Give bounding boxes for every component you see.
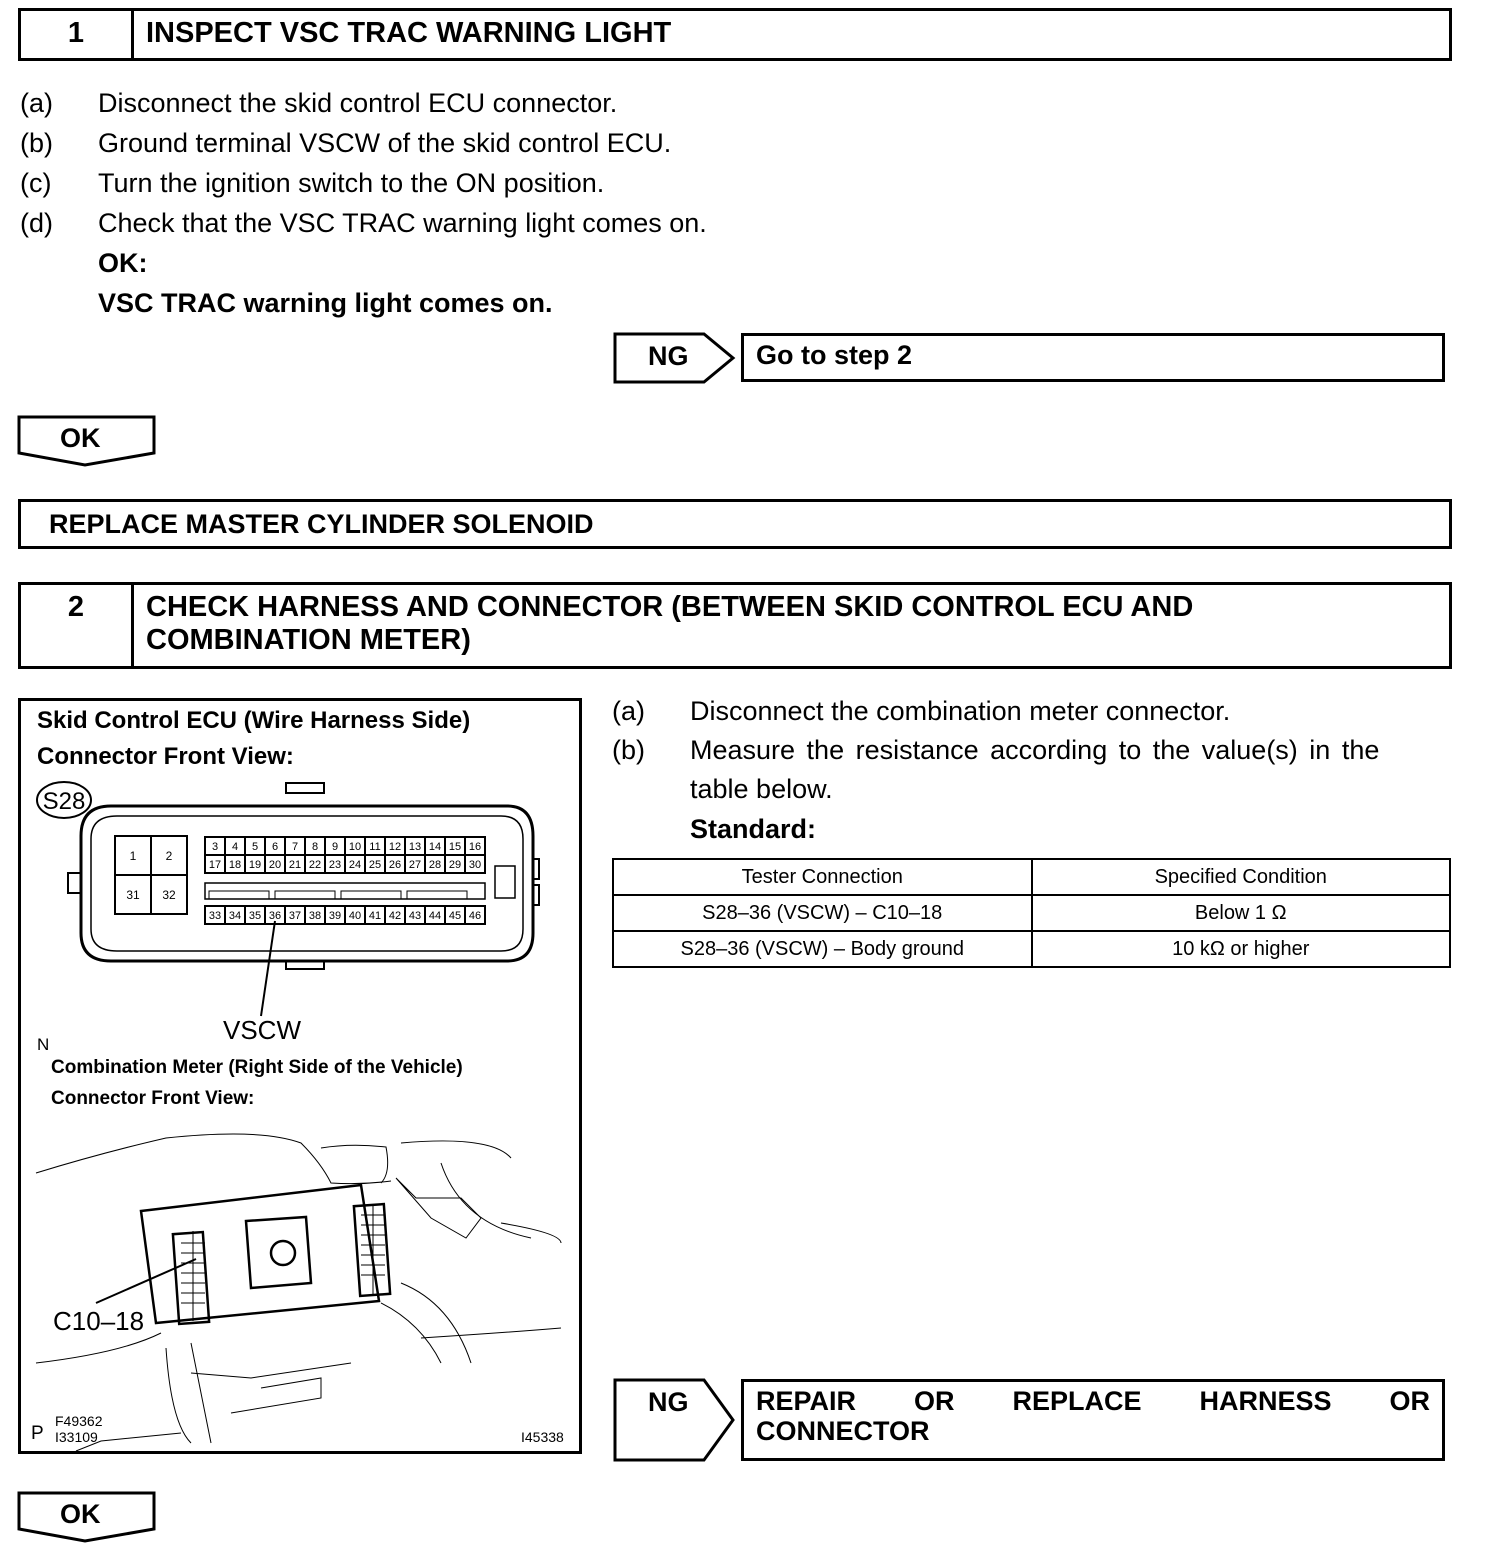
pin-label: 36 (268, 909, 282, 922)
pin-label: 5 (251, 840, 259, 853)
step-label: (b) (20, 128, 53, 158)
pin-label: 13 (408, 840, 422, 853)
combination-meter-sketch (21, 1123, 579, 1451)
pin-label: 15 (448, 840, 462, 853)
pin-label: 1 (129, 848, 137, 863)
step-title (134, 585, 1449, 666)
pin-label: 46 (468, 909, 482, 922)
ok-label: OK: (98, 248, 148, 278)
pin-label: 43 (408, 909, 422, 922)
step-text: Check that the VSC TRAC warning light comes on. (98, 208, 707, 238)
title-line: CHECK HARNESS AND CONNECTOR (BETWEEN SKID CONTROL ECU AND (146, 591, 1194, 623)
pin-label: 26 (388, 858, 402, 871)
pin-label: 30 (468, 858, 482, 871)
pin-label: 23 (328, 858, 342, 871)
pin-label: 32 (162, 887, 176, 902)
ng-action (741, 1379, 1445, 1461)
pin-label: 35 (248, 909, 262, 922)
figure-code: F49362 (55, 1413, 103, 1429)
pin-label: 20 (268, 858, 282, 871)
step-label: (a) (20, 88, 53, 118)
pin-label: 34 (228, 909, 242, 922)
pin-label: 19 (248, 858, 262, 871)
pin-label: 8 (311, 840, 319, 853)
step-number: 1 (21, 11, 134, 58)
connector-figure (18, 698, 582, 1454)
pin-label: 25 (368, 858, 382, 871)
ng-action: Go to step 2 (741, 333, 1445, 382)
step-label: (b) (612, 735, 645, 765)
pin-label: 14 (428, 840, 442, 853)
step-label: (c) (20, 168, 52, 198)
pin-label: 31 (126, 887, 140, 902)
table-cell: S28–36 (VSCW) – Body ground (613, 931, 1032, 967)
pin-label: 37 (288, 909, 302, 922)
pin-label: 18 (228, 858, 242, 871)
ng-action-line: CONNECTOR (756, 1416, 930, 1446)
pin-label: 41 (368, 909, 382, 922)
pin-label: 39 (328, 909, 342, 922)
pin-label: 3 (211, 840, 219, 853)
pin-label: 22 (308, 858, 322, 871)
result-box (18, 499, 1452, 549)
figure-code: I33109 (55, 1429, 98, 1445)
step-number: 2 (21, 585, 134, 666)
standard-label: Standard: (690, 814, 817, 844)
pin-label: 4 (231, 840, 239, 853)
pin-label: 33 (208, 909, 222, 922)
pin-label: 11 (369, 840, 381, 853)
table-header: Tester Connection (613, 859, 1032, 895)
ng-action-line: REPAIR OR REPLACE HARNESS OR (756, 1386, 1430, 1416)
step-2-header (18, 582, 1452, 669)
pin-label: 45 (448, 909, 462, 922)
standard-table (612, 858, 1451, 968)
c10-18-callout: C10–18 (53, 1306, 145, 1336)
pin-label: 40 (348, 909, 362, 922)
pin-label: 38 (308, 909, 322, 922)
ng-label: NG (648, 341, 689, 371)
pin-label: 27 (408, 858, 422, 871)
pin-label: 12 (388, 840, 402, 853)
step-text: Ground terminal VSCW of the skid control ECU. (98, 128, 672, 158)
table-header-row (613, 859, 1450, 895)
table-cell: Below 1 Ω (1032, 895, 1451, 931)
ok-condition: VSC TRAC warning light comes on. (98, 288, 553, 318)
table-row (613, 895, 1450, 931)
ok-arrow-label: OK (60, 1499, 101, 1529)
step-text: Disconnect the skid control ECU connector. (98, 88, 618, 118)
table-cell: S28–36 (VSCW) – C10–18 (613, 895, 1032, 931)
pin-label: 16 (468, 840, 482, 853)
step-text: Turn the ignition switch to the ON position. (98, 168, 605, 198)
title-line: COMBINATION METER) (146, 624, 471, 656)
pin-label: 17 (208, 858, 222, 871)
pin-label: 42 (388, 909, 402, 922)
pin-label: 2 (165, 848, 173, 863)
step-title: INSPECT VSC TRAC WARNING LIGHT (146, 17, 672, 49)
vscw-callout: VSCW (223, 1015, 301, 1045)
marker-p: P (31, 1423, 44, 1444)
step-text: Measure the resistance according to the value(s) in the (690, 735, 1380, 765)
step-label: (d) (20, 208, 53, 238)
marker-n: N (37, 1035, 50, 1054)
pin-label: 24 (348, 858, 362, 871)
pin-label: 21 (288, 858, 302, 871)
pin-label: 44 (428, 909, 442, 922)
step-1-header (18, 8, 1452, 61)
ok-arrow-label: OK (60, 423, 101, 453)
figure-title: Skid Control ECU (Wire Harness Side) (37, 707, 471, 734)
table-row (613, 931, 1450, 967)
pin-label: 9 (331, 840, 339, 853)
pin-label: 29 (448, 858, 462, 871)
ng-label: NG (648, 1387, 689, 1417)
pin-label: 10 (348, 840, 362, 853)
pin-label: 7 (291, 840, 299, 853)
table-cell: 10 kΩ or higher (1032, 931, 1451, 967)
figure-subtitle: Connector Front View: (37, 743, 294, 770)
pin-label: 28 (428, 858, 442, 871)
figure-subtitle-2: Connector Front View: (51, 1088, 255, 1109)
step-text: Disconnect the combination meter connector. (690, 696, 1231, 726)
pin-label: 6 (271, 840, 279, 853)
step-label: (a) (612, 696, 645, 726)
figure-code: I45338 (521, 1429, 564, 1445)
figure-title-2: Combination Meter (Right Side of the Vehicle) (51, 1057, 463, 1078)
table-header: Specified Condition (1032, 859, 1451, 895)
instruction-b-cont: table below. (690, 774, 833, 804)
connector-id: S28 (42, 788, 86, 815)
result-text: REPLACE MASTER CYLINDER SOLENOID (49, 509, 594, 539)
